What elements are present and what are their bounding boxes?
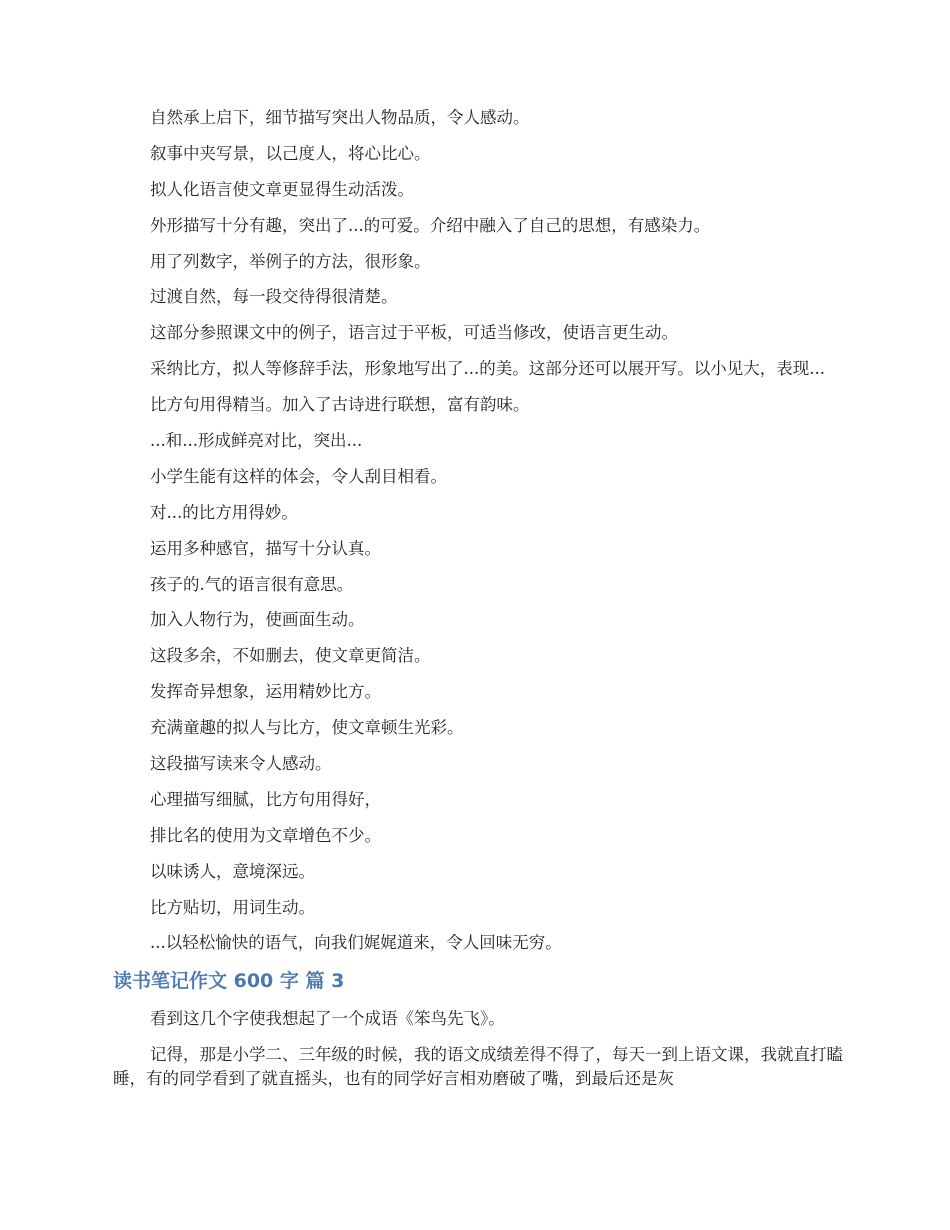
body-paragraph: 看到这几个字使我想起了一个成语《笨鸟先飞》。 [150,1009,505,1029]
comment-paragraph: 心理描写细腻，比方句用得好， [150,789,381,809]
comment-paragraph: ...以轻松愉快的语气，向我们娓娓道来，令人回味无穷。 [150,933,562,953]
comment-paragraph: 外形描写十分有趣，突出了...的可爱。介绍中融入了自己的思想，有感染力。 [150,215,711,235]
comment-paragraph: 这段多余，不如删去，使文章更简洁。 [150,646,431,666]
comment-paragraph: 过渡自然，每一段交待得很清楚。 [150,287,398,307]
comment-paragraph: 孩子的.气的语言很有意思。 [150,574,354,594]
comment-paragraph: 这段描写读来令人感动。 [150,754,332,774]
comment-paragraph: 自然承上启下，细节描写突出人物品质，令人感动。 [150,108,530,127]
document-content [113,108,843,1103]
comment-paragraph: 对...的比方用得妙。 [150,502,298,522]
comment-paragraph: 比方贴切，用词生动。 [150,897,315,917]
comment-paragraph: 比方句用得精当。加入了古诗进行联想，富有韵味。 [150,395,530,415]
comment-paragraph: 运用多种感官，描写十分认真。 [150,538,381,558]
comment-paragraph: 以味诱人，意境深远。 [150,861,315,881]
comment-paragraph: 小学生能有这样的体会，令人刮目相看。 [150,466,447,486]
comment-paragraph: 采纳比方，拟人等修辞手法，形象地写出了...的美。这部分还可以展开写。以小见大，表现... [150,359,825,379]
comment-paragraph: 叙事中夹写景，以己度人，将心比心。 [150,143,431,163]
body-paragraph: 记得，那是小学二、三年级的时候，我的语文成绩差得不得了，每天一到上语文课，我就直打瞌睡，有的同学看到了就直摇头，也有的同学好言相劝磨破了嘴，到最后还是灰 [113,1045,843,1089]
comment-paragraph: 这部分参照课文中的例子，语言过于平板，可适当修改，使语言更生动。 [150,323,678,343]
comment-list [113,108,843,953]
comment-paragraph: 拟人化语言使文章更显得生动活泼。 [150,179,414,199]
comment-paragraph: ...和...形成鲜亮对比，突出... [150,431,363,451]
comment-paragraph: 用了列数字，举例子的方法，很形象。 [150,251,431,271]
comment-paragraph: 加入人物行为，使画面生动。 [150,610,365,630]
comment-paragraph: 发挥奇异想象，运用精妙比方。 [150,682,381,702]
section-body [113,1007,843,1091]
section-heading: 读书笔记作文 600 字 篇 3 [113,970,345,993]
comment-paragraph: 充满童趣的拟人与比方，使文章顿生光彩。 [150,718,464,738]
comment-paragraph: 排比名的使用为文章增色不少。 [150,825,381,845]
